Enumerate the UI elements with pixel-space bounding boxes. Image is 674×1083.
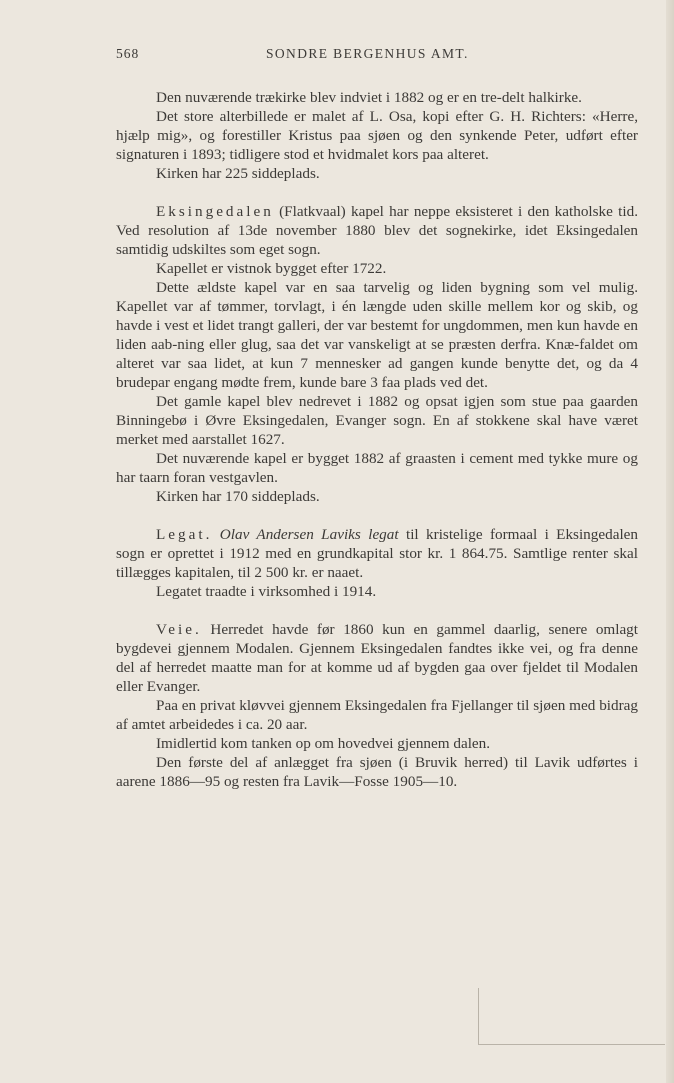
paragraph-text: Kapellet er vistnok bygget efter 1722. [156, 260, 387, 277]
paragraph-text: Dette ældste kapel var en saa tarvelig og liden bygning som vel mulig. Kapellet var af tømmer, torvlagt, i én længde uden skille mellem kor og skib, og havde i vest et lidet trangt galleri, der var bestemt for ungdommen, men kun havde en liden aab-ning eller glug, saa det var vanskeligt at se præsten derfra. Knæ-faldet om alteret var saa lidet, at kun 7 mennesker ad gangen kunde benytte det, og da 4 brudepar engang mødte frem, kunde bare 3 faa plads ved det. [116, 279, 638, 391]
paragraph [116, 620, 638, 696]
paragraph-text: (Flatkvaal) kapel har neppe eksisteret i den katholske tid. Ved resolution af 13de november 1880 blev det sognekirke, idet Eksingedalen samtidig udskiltes som eget sogn. [116, 203, 638, 258]
paragraph-text: Det gamle kapel blev nedrevet i 1882 og opsat igjen som stue paa gaarden Binningebø i Øvre Eksingedalen, Evanger sogn. En af stokkene skal have været merket med aarstallet 1627. [116, 393, 638, 448]
paragraph [116, 278, 638, 392]
margin-mark [478, 988, 665, 1045]
page-header [116, 46, 556, 66]
paragraph-text: Det store alterbillede er malet af L. Osa, kopi efter G. H. Richters: «Herre, hjælp mig», og forestiller Kristus paa sjøen og den synkende Peter, udført efter signaturen i 1893; tidligere stod et hvidmalet kors paa alteret. [116, 108, 638, 163]
paragraph [116, 164, 638, 183]
paragraph [116, 734, 638, 753]
paragraph [116, 582, 638, 601]
paragraph [116, 449, 638, 487]
paragraph-text: Kirken har 225 siddeplads. [156, 165, 320, 182]
paragraph-text: Den første del af anlægget fra sjøen (i Bruvik herred) til Lavik udførtes i aarene 1886—95 og resten fra Lavik—Fosse 1905—10. [116, 754, 638, 790]
section-lead: Veie. [156, 621, 202, 638]
page-edge [666, 0, 674, 1083]
section-gap [116, 601, 638, 620]
paragraph-text: til kristelige formaal i Eksingedalen sogn er oprettet i 1912 med en grundkapital stor kr. 1 864.75. Samtlige renter skal tillægges kapitalen, til 2 500 kr. er naaet. [116, 526, 638, 581]
paragraph-text: Det nuværende kapel er bygget 1882 af graasten i cement med tykke mure og har taarn foran vestgavlen. [116, 450, 638, 486]
paragraph [116, 696, 638, 734]
paragraph [116, 525, 638, 582]
paragraph [116, 487, 638, 506]
paragraph [116, 392, 638, 449]
paragraph-text: Paa en privat kløvvei gjennem Eksingedalen fra Fjellanger til sjøen med bidrag af amtet arbeidedes i ca. 20 aar. [116, 697, 638, 733]
page-number: 568 [116, 46, 140, 61]
section-lead: Eksingedalen [156, 203, 274, 220]
paragraph-text: Herredet havde før 1860 kun en gammel daarlig, senere omlagt bygdevei gjennem Modalen. Gjennem Eksingedalen fandtes ikke vei, og fra denne del af herredet maatte man for at komme ud af bygden gaa over fjeldet til Modalen eller Evanger. [116, 621, 638, 695]
paragraph [116, 88, 638, 107]
paragraph-text: Legatet traadte i virksomhed i 1914. [156, 583, 377, 600]
section-gap [116, 506, 638, 525]
paragraph-text: Imidlertid kom tanken op om hovedvei gjennem dalen. [156, 735, 491, 752]
paragraph-text: Kirken har 170 siddeplads. [156, 488, 320, 505]
paragraph [116, 259, 638, 278]
paragraph [116, 107, 638, 164]
body-text [116, 88, 638, 791]
paragraph [116, 753, 638, 791]
running-title: SONDRE BERGENHUS AMT. [266, 46, 469, 61]
paragraph [116, 202, 638, 259]
legat-name: Olav Andersen Laviks legat [219, 526, 399, 543]
paragraph-text: Den nuværende trækirke blev indviet i 1882 og er en tre-delt halkirke. [156, 89, 582, 106]
section-lead: Legat. [156, 526, 213, 543]
section-gap [116, 183, 638, 202]
